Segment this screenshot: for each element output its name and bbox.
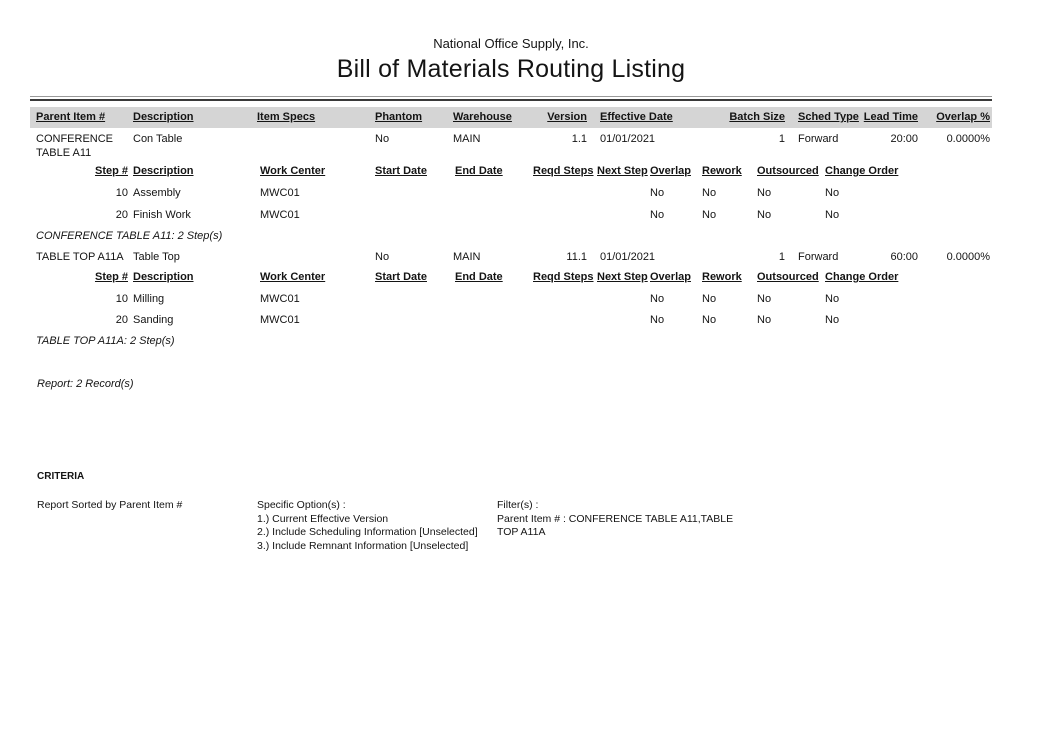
criteria-filters: [497, 499, 735, 540]
overlap-value: No: [650, 187, 665, 199]
step-no-value: 10: [115, 187, 128, 199]
step-header-description: Description: [133, 165, 194, 177]
step-no-value: 10: [115, 293, 128, 305]
report-record-summary-text: Report: 2 Record(s): [37, 378, 134, 390]
overlap-value: No: [650, 209, 665, 221]
sched-type-value: Forward: [798, 133, 839, 145]
step-header-change-order: Change Order: [825, 165, 899, 177]
step-header-work-center: Work Center: [260, 165, 326, 177]
outsourced-value: No: [757, 314, 772, 326]
work-center-value: MWC01: [260, 187, 300, 199]
step-header-reqd-steps: Reqd Steps: [533, 271, 594, 283]
change-order-value: No: [825, 209, 840, 221]
column-header-description: Description: [133, 111, 194, 123]
lead-time-value: 60:00: [890, 251, 918, 263]
step-header-work-center: Work Center: [260, 271, 326, 283]
lead-time-value: 20:00: [890, 133, 918, 145]
warehouse-value: MAIN: [453, 133, 481, 145]
change-order-value: No: [825, 314, 840, 326]
step-header-next-step: Next Step: [597, 271, 648, 283]
rework-value: No: [702, 187, 717, 199]
overlap-pct-value: 0.0000%: [946, 251, 990, 263]
column-header-batch-size: Batch Size: [729, 111, 785, 123]
step-header-description: Description: [133, 271, 194, 283]
column-header-warehouse: Warehouse: [453, 111, 512, 123]
specific-option-1: 1.) Current Effective Version: [257, 512, 389, 525]
version-value: 1.1: [571, 133, 587, 145]
step-header-outsourced: Outsourced: [757, 165, 819, 177]
overlap-value: No: [650, 314, 665, 326]
specific-options-title: Specific Option(s) :: [257, 499, 346, 511]
header-rule-thick-line: [30, 99, 992, 101]
header-rule: [30, 96, 992, 101]
effective-date-value: 01/01/2021: [600, 133, 656, 145]
main-column-header-band: [30, 107, 992, 128]
rework-value: No: [702, 314, 717, 326]
column-header-overlap-pct: Overlap %: [936, 111, 990, 123]
step-description: Finish Work: [133, 209, 191, 221]
step-description: Milling: [133, 293, 165, 305]
effective-date-value: 01/01/2021: [600, 251, 656, 263]
phantom-value: No: [375, 251, 390, 263]
rework-value: No: [702, 209, 717, 221]
step-header-next-step: Next Step: [597, 165, 648, 177]
version-value: 11.1: [566, 251, 587, 263]
specific-option-2: 2.) Include Scheduling Information [Unselected]: [257, 526, 478, 538]
step-header-step-no: Step #: [94, 165, 128, 177]
column-header-sched-type: Sched Type: [798, 111, 859, 123]
work-center-value: MWC01: [260, 293, 300, 305]
rework-value: No: [702, 293, 717, 305]
item-step-summary-text: CONFERENCE TABLE A11: 2 Step(s): [36, 230, 223, 242]
batch-size-value: 1: [778, 133, 785, 145]
change-order-value: No: [825, 187, 840, 199]
work-center-value: MWC01: [260, 314, 300, 326]
step-header-overlap: Overlap: [650, 165, 691, 177]
step-header-outsourced: Outsourced: [757, 271, 819, 283]
filters-value: Parent Item # : CONFERENCE TABLE A11,TABLE TOP A11A: [497, 512, 734, 538]
batch-size-value: 1: [778, 251, 785, 263]
column-header-item-specs: Item Specs: [257, 111, 316, 123]
step-header-end-date: End Date: [455, 271, 503, 283]
item-step-summary-text: TABLE TOP A11A: 2 Step(s): [36, 335, 175, 347]
outsourced-value: No: [757, 187, 772, 199]
step-header-step-no: Step #: [94, 271, 128, 283]
step-header-overlap: Overlap: [650, 271, 691, 283]
step-description: Assembly: [133, 187, 181, 199]
parent-item-value: TABLE TOP A11A: [36, 251, 124, 263]
step-header-end-date: End Date: [455, 165, 503, 177]
step-header-reqd-steps: Reqd Steps: [533, 165, 594, 177]
outsourced-value: No: [757, 293, 772, 305]
column-header-lead-time: Lead Time: [863, 111, 918, 123]
step-header-rework: Rework: [702, 271, 742, 283]
filters-title: Filter(s) :: [497, 499, 539, 511]
step-description: Sanding: [133, 314, 174, 326]
parent-item-value: CONFERENCE TABLE A11: [36, 133, 114, 159]
change-order-value: No: [825, 293, 840, 305]
step-no-value: 20: [115, 209, 128, 221]
company-name: National Office Supply, Inc.: [433, 36, 589, 51]
criteria-specific-options: [257, 499, 509, 553]
column-header-effective-date: Effective Date: [600, 111, 673, 123]
description-value: Table Top: [133, 251, 180, 263]
sched-type-value: Forward: [798, 251, 839, 263]
step-header-change-order: Change Order: [825, 271, 899, 283]
outsourced-value: No: [757, 209, 772, 221]
description-value: Con Table: [133, 133, 183, 145]
step-header-start-date: Start Date: [375, 271, 427, 283]
column-header-parent-item: Parent Item #: [36, 111, 106, 123]
column-header-version: Version: [547, 111, 587, 123]
work-center-value: MWC01: [260, 209, 300, 221]
warehouse-value: MAIN: [453, 251, 481, 263]
page-title: Bill of Materials Routing Listing: [336, 55, 686, 83]
column-header-phantom: Phantom: [375, 111, 423, 123]
criteria-heading: CRITERIA: [37, 471, 85, 482]
overlap-pct-value: 0.0000%: [946, 133, 990, 145]
phantom-value: No: [375, 133, 390, 145]
overlap-value: No: [650, 293, 665, 305]
step-no-value: 20: [115, 314, 128, 326]
specific-option-3: 3.) Include Remnant Information [Unselected]: [257, 539, 469, 552]
step-header-start-date: Start Date: [375, 165, 427, 177]
step-header-rework: Rework: [702, 165, 742, 177]
criteria-sorted-by: Report Sorted by Parent Item #: [37, 499, 183, 511]
